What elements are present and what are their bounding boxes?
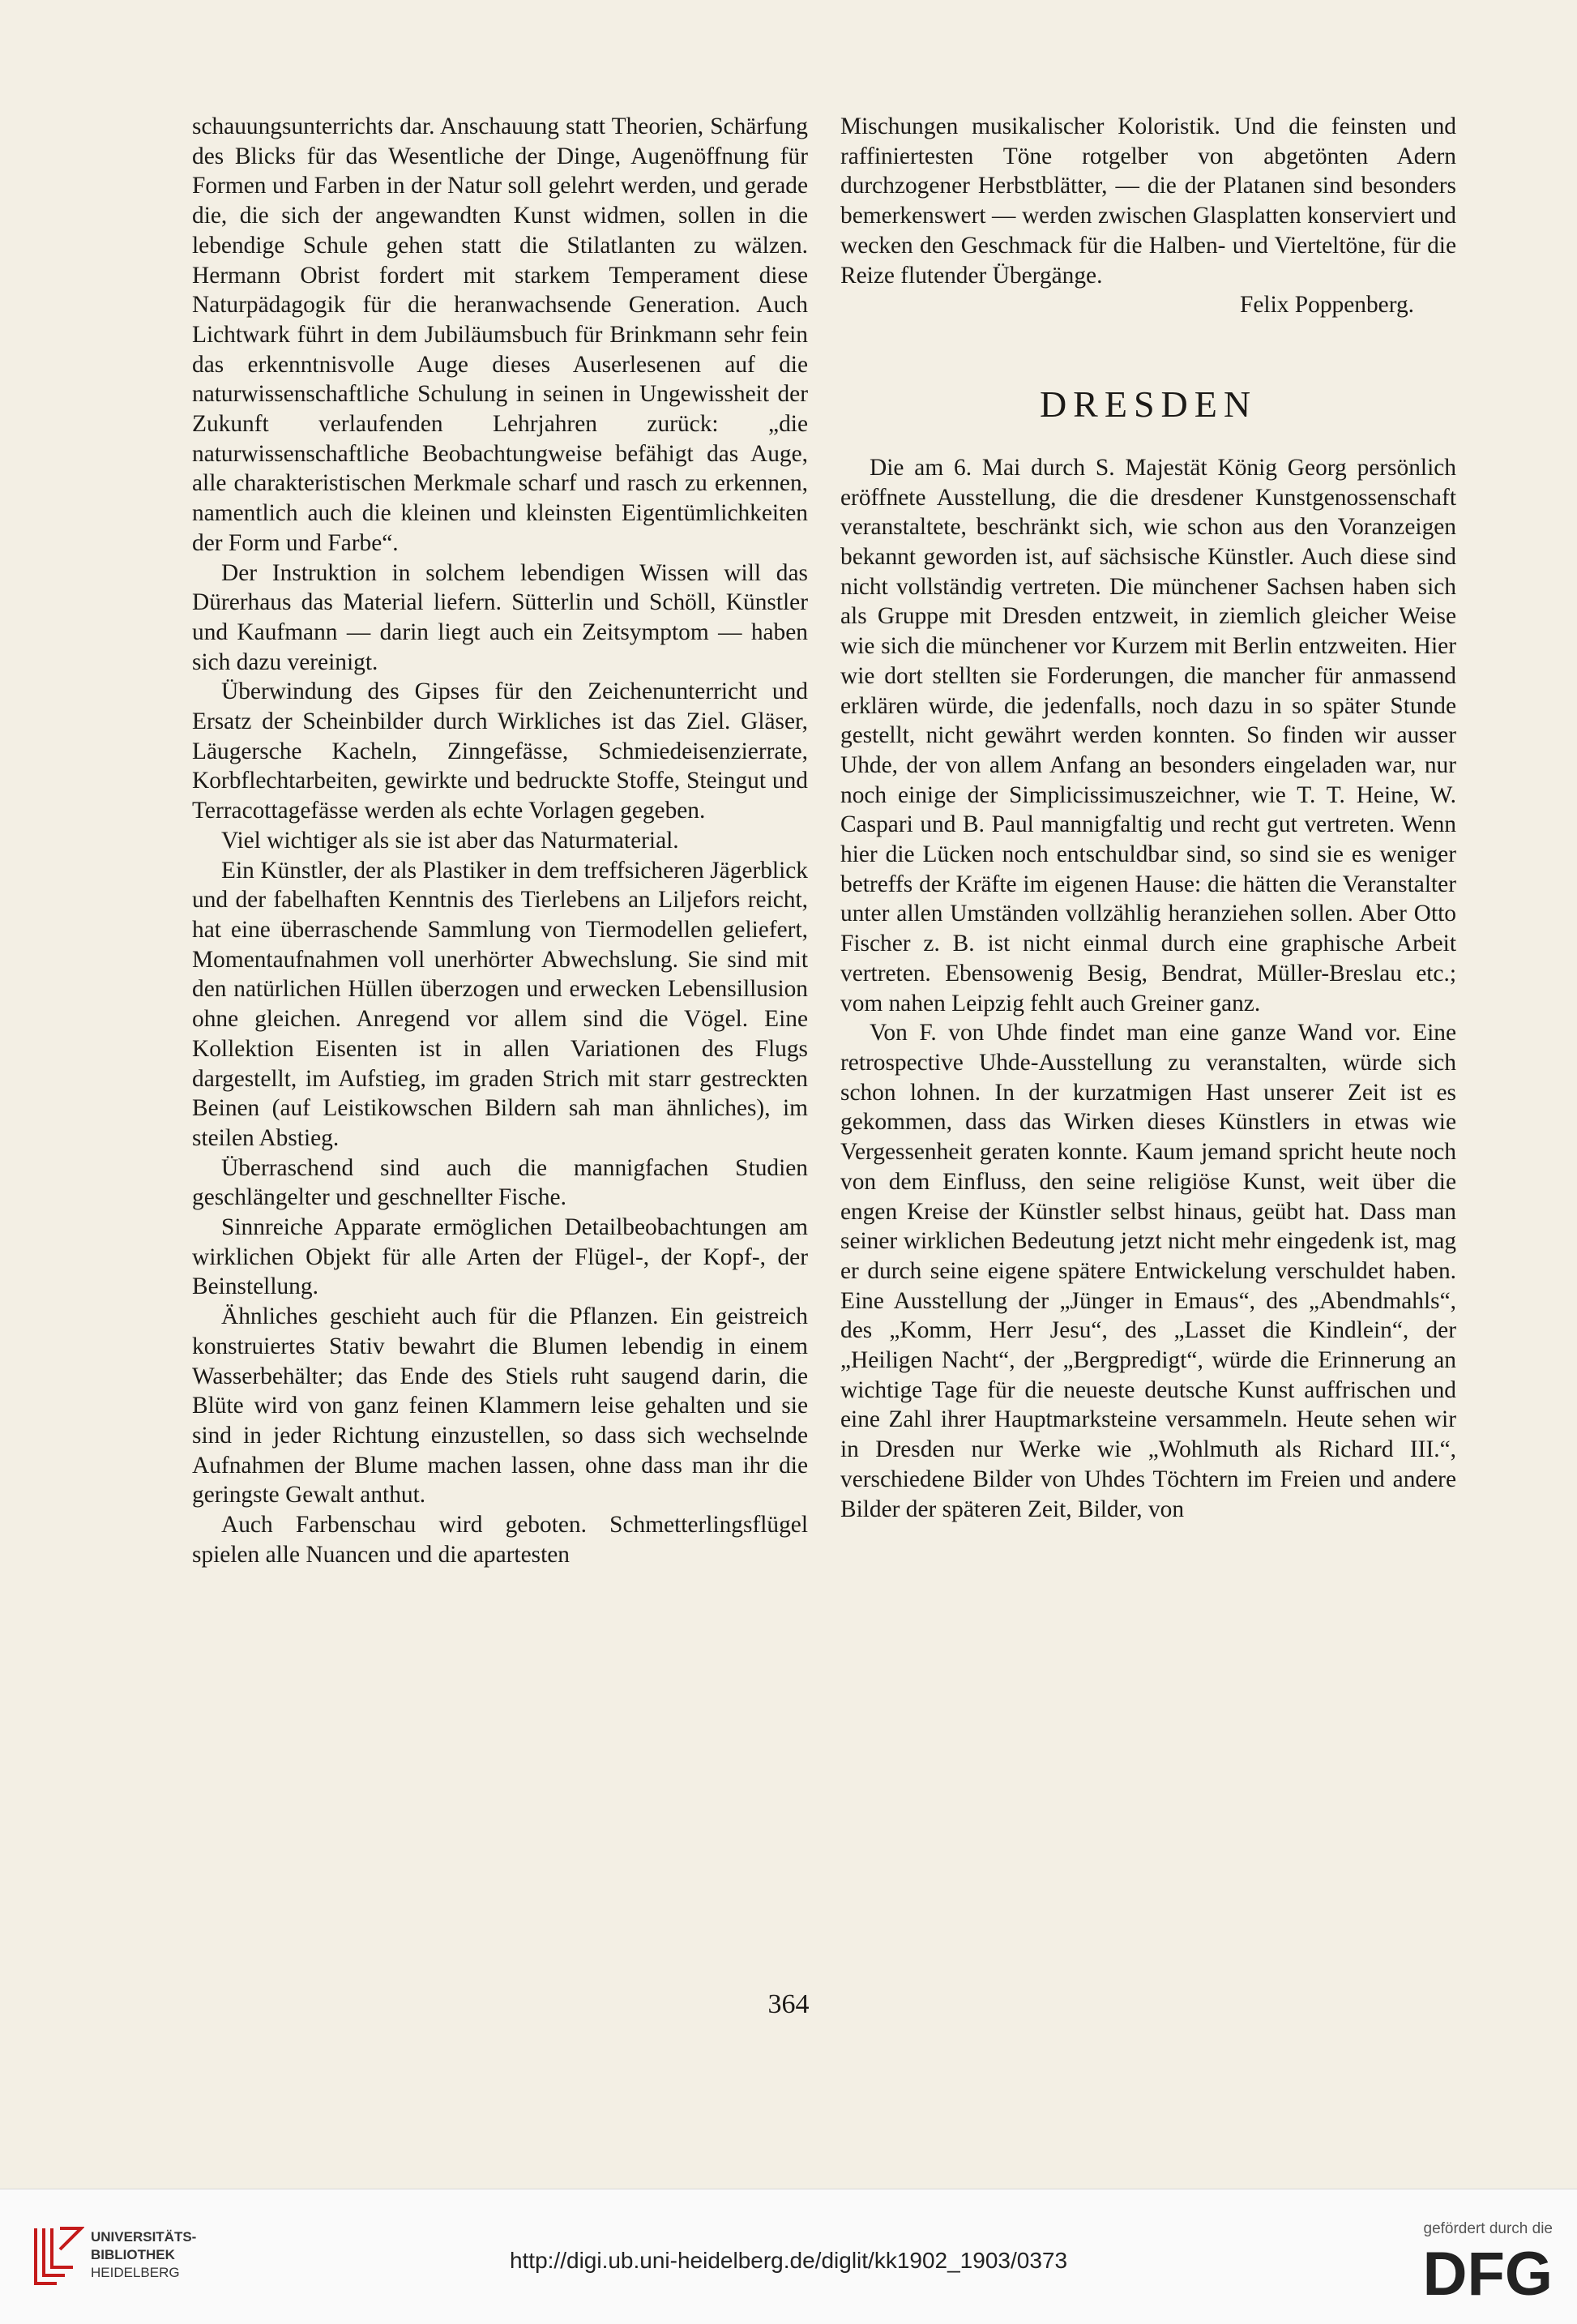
- paragraph: Viel wichtiger als sie ist aber das Naturmaterial.: [221, 827, 679, 854]
- paragraph: Die am 6. Mai durch S. Majestät König Georg persönlich eröffnete Ausstellung, die die dresdener Kunstgenossenschaft veranstaltete, beschränkt sich, wie schon aus den Voranzeigen bekannt geworden ist, auf sächsische Künstler. Auch diese sind nicht vollständig vertreten. Die münchener Sachsen haben sich als Gruppe mit Dresden entzweit, in ziemlich gleicher Weise wie sich die münchener vor Kurzem mit Berlin entzweiten. Hier wie dort stellten sie Forderungen, die mancher für anmassend erklären würde, die jedenfalls, noch dazu in so später Stunde gestellt, nicht gewährt werden konnten. So finden wir ausser Uhde, der von allem Anfang an besonders eingeladen war, nur noch einige der Simplicissimuszeichner, wie T. T. Heine, W. Caspari und B. Paul mannigfaltig und recht gut vertreten. Wenn hier die Lücken noch entschuldbar sind, so sind sie es weniger betreffs der Kräfte im eigenen Hause: die hätten die Veranstalter unter allen Umständen vollzählig heranziehen sollen. Aber Otto Fischer z. B. ist nicht einmal durch eine graphische Arbeit vertreten. Ebensowenig Besig, Bendrat, Müller-Breslau etc.; vom nahen Leipzig fehlt auch Greiner ganz.: [840, 454, 1456, 1016]
- library-name-line: BIBLIOTHEK: [91, 2247, 175, 2262]
- paragraph: Mischungen musikalischer Koloristik. Und die feinsten und raffiniertesten Töne rotgelber von abgetönten Adern durchzogener Herbstblätter, — die der Platanen sind besonders bemerkenswert — werden zwischen Glasplatten konserviert und wecken den Geschmack für die Halben- und Vierteltöne, für die Reize flutender Übergänge.: [840, 113, 1456, 289]
- paragraph: Überraschend sind auch die mannigfachen Studien geschlängelter und geschnellter Fische.: [192, 1154, 808, 1211]
- footer-bar: [0, 2189, 1577, 2324]
- section-heading: DRESDEN: [1039, 383, 1258, 425]
- library-name-line: UNIVERSITÄTS-: [91, 2229, 197, 2245]
- dfg-logo-icon: [1391, 2243, 1553, 2301]
- dfg-logo-text: DFG: [1422, 2243, 1553, 2301]
- paragraph: schauungsunterrichts dar. Anschauung statt Theorien, Schärfung des Blicks für das Wesentliche der Dinge, Augenöffnung für Formen und Farben in der Natur soll gelehrt werden, und gerade die, die sich der angewandten Kunst widmen, sollen in die lebendige Schule gehen statt die Stilatlanten zu wälzen. Hermann Obrist fordert mit starkem Temperament diese Naturpädagogik für die heranwachsende Generation. Auch Lichtwark führt in dem Jubiläumsbuch für Brinkmann sehr fein das erkenntnisvolle Auge dieses Auserlesenen auf die naturwissenschaftliche Schulung in seinen in Ungewissheit der Zukunft verlaufenden Lehrjahren zurück: „die naturwissenschaftliche Beobachtungweise befähigt das Auge, alle charakteristischen Merkmale scharf und rasch zu erkennen, namentlich auch die kleinen und kleinsten Eigentümlichkeiten der Form und Farbe“.: [192, 113, 808, 556]
- paragraph: Sinnreiche Apparate ermöglichen Detailbeobachtungen am wirklichen Objekt für alle Arten der Flügel-, der Kopf-, der Beinstellung.: [192, 1214, 808, 1300]
- paragraph: Ähnliches geschieht auch für die Pflanzen. Ein geistreich konstruiertes Stativ bewahrt die Blumen lebendig in einem Wasserbehälter; das Ende des Stiels ruht saugend darin, die Blüte wird von ganz feinen Klammern leise gehalten und sie sind in jeder Richtung einzustellen, so dass sich wechselnde Aufnahmen der Blume machen lassen, ohne dass man ihr die geringste Gewalt anthut.: [192, 1303, 808, 1509]
- sponsor-block: [1358, 2220, 1553, 2301]
- left-column: [192, 112, 808, 1569]
- right-column: [840, 112, 1456, 1524]
- paragraph: Der Instruktion in solchem lebendigen Wissen will das Dürerhaus das Material liefern. Sütterlin und Schöll, Künstler und Kaufmann — darin liegt auch ein Zeitsymptom — haben sich dazu vereinigt.: [192, 559, 808, 675]
- permalink-url[interactable]: http://digi.ub.uni-heidelberg.de/diglit/kk1902_1903/0373: [509, 2248, 1068, 2273]
- paragraph: Ein Künstler, der als Plastiker in dem treffsicheren Jägerblick und der fabelhaften Kenntnis des Tierlebens an Liljefors reicht, hat eine überraschende Sammlung von Tiermodellen geliefert, Momentaufnahmen voll unerhörter Abwechslung. Sie sind mit den natürlichen Hüllen überzogen und erwecken Lebensillusion ohne gleichen. Anregend vor allem sind die Vögel. Eine Kollektion Eisenten ist in allen Variationen des Flugs dargestellt, im Aufstieg, im graden Strich mit starr gestreckten Beinen (auf Leistikowschen Bildern sah man ähnliches), im steilen Abstieg.: [192, 857, 808, 1151]
- sponsor-label: gefördert durch die: [1423, 2220, 1553, 2237]
- paragraph: Überwindung des Gipses für den Zeichenunterricht und Ersatz der Scheinbilder durch Wirkliches ist das Ziel. Gläser, Läugersche Kacheln, Zinngefässe, Schmiedeisenzierrate, Korbflechtarbeiten, gewirkte und bedruckte Stoffe, Steingut und Terracottagefässe werden als echte Vorlagen gegeben.: [192, 678, 808, 824]
- paragraph: Auch Farbenschau wird geboten. Schmetterlingsflügel spielen alle Nuancen und die apartesten: [192, 1512, 808, 1568]
- paragraph: Von F. von Uhde findet man eine ganze Wand vor. Eine retrospective Uhde-Ausstellung zu veranstalten, würde sich schon lohnen. In der kurzatmigen Hast unserer Zeit ist es gekommen, dass das Wirken dieses Künstlers in etwas wie Vergessenheit geraten konnte. Kaum jemand spricht heute noch von dem Einfluss, den seine religiöse Kunst, weit über die engen Kreise der Künstler selbst hinaus, geübt hat. Dass man seiner wirklichen Bedeutung jetzt nicht mehr eingedenk ist, mag er durch seine eigene spätere Entwickelung verschuldet haben. Eine Ausstellung der „Jünger in Emaus“, des „Abendmahls“, des „Komm, Herr Jesu“, des „Lasset die Kindlein“, der „Heiligen Nacht“, der „Bergpredigt“, würde die Erinnerung an wichtige Tage für die neueste deutsche Kunst auffrischen und eine Zahl ihrer Hauptmarksteine versammeln. Heute sehen wir in Dresden nur Werke wie „Wohlmuth als Richard III.“, verschiedene Bilder von Uhdes Töchtern im Freien und andere Bilder der späteren Zeit, Bilder, von: [840, 1020, 1456, 1522]
- page-number: 364: [767, 1989, 810, 2019]
- library-name-line: HEIDELBERG: [91, 2265, 180, 2280]
- author-signature: Felix Poppenberg.: [1240, 292, 1414, 319]
